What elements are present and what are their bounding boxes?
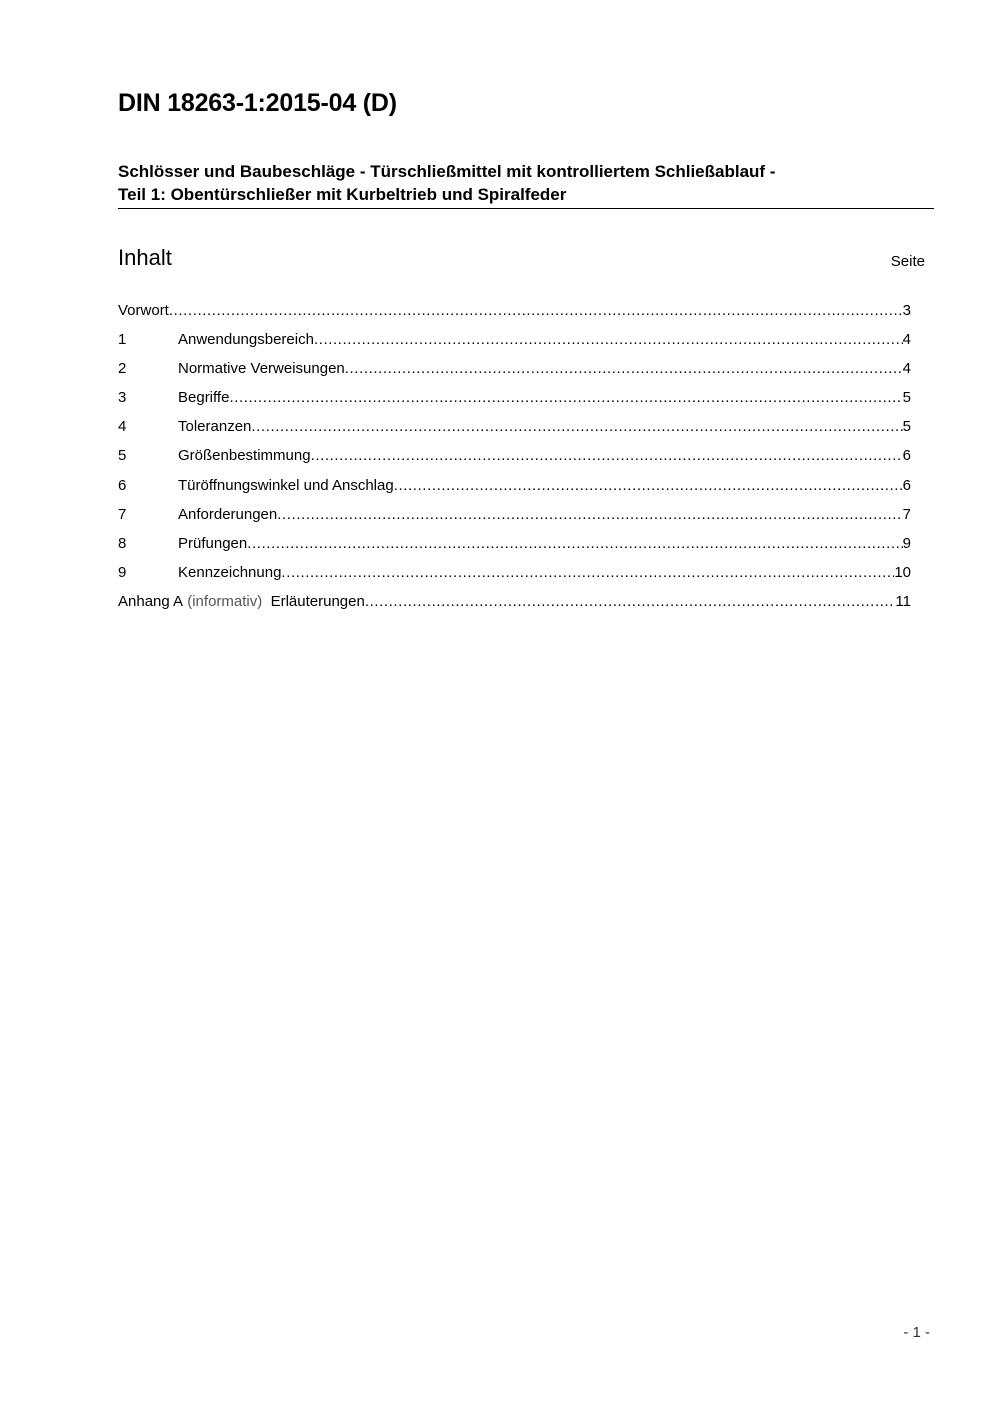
annex-qualifier: (informativ) [187,592,263,610]
toc-entry-page: 7 [902,505,911,523]
toc-entry-annex-a[interactable] [118,592,911,621]
toc-entry-title: Prüfungen [178,534,248,552]
toc-leader-dots [311,446,903,466]
toc-entry-title: Normative Verweisungen [178,360,345,378]
document-title: DIN 18263-1:2015-04 (D) [118,89,397,117]
toc-entry-9[interactable] [118,563,911,592]
toc-entry-number: 1 [118,331,127,349]
toc-entry-title: Anforderungen [178,505,278,523]
toc-entry-number: 5 [118,447,127,465]
toc-leader-dots [281,563,894,583]
toc-entry-number: 3 [118,389,127,407]
subtitle-line-2: Teil 1: Obentürschließer mit Kurbeltrieb und Spiralfeder [118,185,567,204]
toc-leader-dots [251,417,902,437]
toc-entry-page: 4 [902,360,911,378]
toc-entry-title: Anwendungsbereich [178,331,314,349]
toc-entry-page: 6 [902,447,911,465]
toc-entry-title: Kennzeichnung [178,563,282,581]
toc-leader-dots [345,359,903,379]
toc-entry-3[interactable] [118,388,911,417]
toc-entry-2[interactable] [118,359,911,388]
subtitle-line-1: Schlösser und Baubeschläge - Türschließmittel mit kontrolliertem Schließablauf - [118,162,776,181]
toc-entry-5[interactable] [118,446,911,475]
toc-entry-7[interactable] [118,505,911,534]
toc-entry-8[interactable] [118,534,911,563]
toc-leader-dots [394,476,903,496]
toc-entry-number: 8 [118,534,127,552]
toc-entry-page: 6 [902,476,911,494]
document-subtitle [118,160,934,209]
toc-entry-title: Türöffnungswinkel und Anschlag [178,476,394,494]
toc-leader-dots [277,505,902,525]
toc-entry-number: 7 [118,505,127,523]
footer-page-number: - 1 - [903,1324,930,1341]
toc-entry-number: 2 [118,360,127,378]
toc-entry-page: 10 [894,563,911,581]
toc-entry-page: 5 [902,418,911,436]
toc-heading: Inhalt [118,245,172,270]
toc-entry-page: 3 [902,302,911,319]
toc-entry-title: Begriffe [178,389,230,407]
toc-entry-number: 6 [118,476,127,494]
toc-annex-title [118,592,365,612]
toc-entry-1[interactable] [118,330,911,359]
toc-entry-vorwort[interactable] [118,301,911,330]
toc-leader-dots [314,330,903,350]
toc-leader-dots [229,388,902,408]
toc-entry-4[interactable] [118,417,911,446]
toc-leader-dots [247,534,902,554]
toc-entry-title: Größenbestimmung [178,447,311,465]
toc-entry-6[interactable] [118,476,911,505]
toc-entry-page: 4 [902,331,911,349]
toc-entry-title: Vorwort [118,302,169,319]
toc-entry-number: 9 [118,563,127,581]
toc-leader-dots [365,592,896,612]
toc-leader-dots [169,301,903,321]
toc-entry-number: 4 [118,418,127,436]
toc-entry-page: 11 [895,592,911,610]
toc-entry-title: Toleranzen [178,418,252,436]
toc-entry-page: 5 [902,389,911,407]
table-of-contents [118,301,911,621]
annex-title: Erläuterungen [270,592,365,610]
toc-page-column-label: Seite [890,253,925,270]
toc-entry-page: 9 [902,534,911,552]
annex-label: Anhang A [118,592,184,610]
